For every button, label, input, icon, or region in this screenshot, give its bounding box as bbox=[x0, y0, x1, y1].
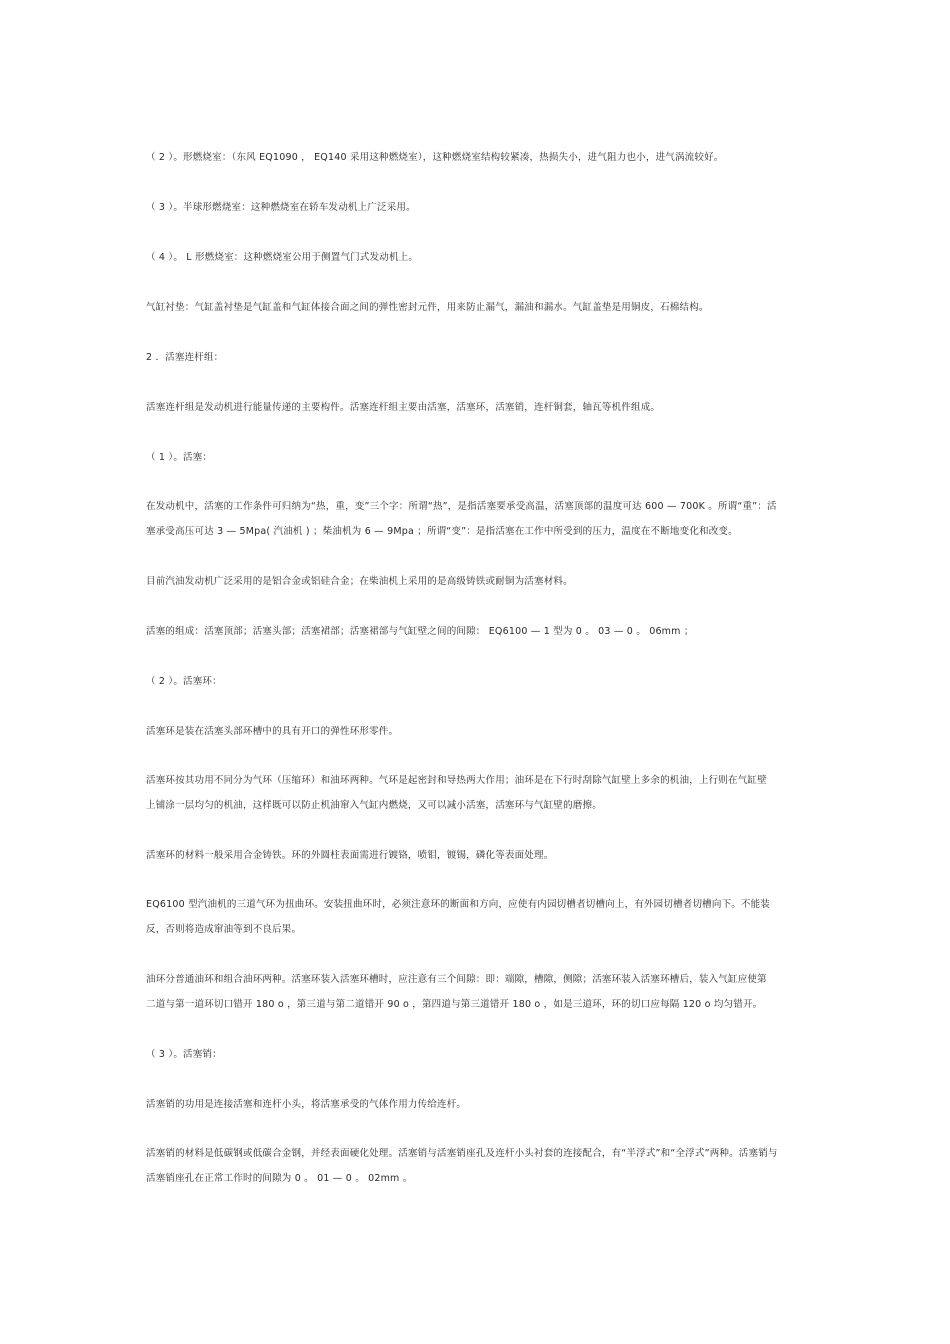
section-heading: 2 ．活塞连杆组： bbox=[146, 352, 224, 363]
text-line: 目前汽油发动机广泛采用的是铝合金或铝硅合金；在柴油机上采用的是高级铸铁或耐铜为活塞材料。 bbox=[146, 576, 573, 587]
text-line: 塞承受高压可达 3 — 5Mpa( 汽油机 ) ；柴油机为 6 — 9Mpa ；所谓“变”：是指活塞在工作中所受到的压力，温度在不断地变化和改变。 bbox=[146, 526, 738, 537]
text-line: 气缸衬垫：气缸盖衬垫是气缸盖和气缸体接合面之间的弹性密封元件，用来防止漏气，漏油和漏水。气缸盖垫是用铜皮，石棉结构。 bbox=[146, 302, 709, 313]
text-line: 活塞的组成：活塞顶部；活塞头部；活塞裙部；活塞裙部与气缸壁之间的间隙： EQ6100 — 1 型为 0 。 03 — 0 。 06mm ； bbox=[146, 626, 694, 637]
text-line: （ 2 ）。形燃烧室：（东风 EQ1090 ， EQ140 采用这种燃烧室），这种燃烧室结构较紧凑，热损失小，进气阻力也小，进气涡流较好。 bbox=[146, 152, 724, 163]
text-line: EQ6100 型汽油机的三道气环为扭曲环。安装扭曲环时，必须注意环的断面和方向，应使有内园切槽者切槽向上，有外园切槽者切槽向下。不能装 bbox=[146, 899, 771, 910]
text-line: 二道与第一道环切口错开 180 o ，第三道与第二道错开 90 o ，第四道与第三道错开 180 o ，如是三道环，环的切口应每隔 120 o 均匀错开。 bbox=[146, 999, 763, 1010]
subsection-heading: （ 1 ）。活塞： bbox=[146, 452, 213, 463]
text-line: （ 3 ）。半球形燃烧室：这种燃烧室在轿车发动机上广泛采用。 bbox=[146, 202, 416, 213]
subsection-heading: （ 3 ）。活塞销： bbox=[146, 1049, 222, 1060]
text-line: 在发动机中，活塞的工作条件可归纳为“热，重，变”三个字：所谓“热”，是指活塞要承受高温，活塞顶部的温度可达 600 — 700K 。所谓“重”：活 bbox=[146, 501, 777, 512]
text-line: 活塞环按其功用不同分为气环（压缩环）和油环两种。气环是起密封和导热两大作用；油环是在下行时刮除气缸壁上多余的机油，上行则在气缸壁 bbox=[146, 775, 767, 786]
text-line: 活塞环的材料一般采用合金铸铁。环的外圆柱表面需进行镀铬，喷钼，镀锡，磷化等表面处理。 bbox=[146, 850, 554, 861]
text-line: 活塞环是装在活塞头部环槽中的具有开口的弹性环形零件。 bbox=[146, 726, 399, 737]
text-line: 活塞销的功用是连接活塞和连杆小头，将活塞承受的气体作用力传给连杆。 bbox=[146, 1099, 467, 1110]
text-line: 活塞销座孔在正常工作时的间隙为 0 。 01 — 0 。 02mm 。 bbox=[146, 1173, 413, 1184]
text-line: 反，否则将造成窜油等到不良后果。 bbox=[146, 924, 302, 935]
text-line: （ 4 ）。 L 形燃烧室：这种燃烧室公用于侧置气门式发动机上。 bbox=[146, 252, 419, 263]
subsection-heading: （ 2 ）。活塞环： bbox=[146, 676, 222, 687]
text-line: 活塞销的材料是低碳钢或低碳合金钢，并经表面硬化处理。活塞销与活塞销座孔及连杆小头衬套的连接配合，有“半浮式”和“全浮式”两种。活塞销与 bbox=[146, 1148, 778, 1159]
text-line: 上铺涂一层均匀的机油，这样既可以防止机油窜入气缸内燃烧，又可以减小活塞，活塞环与气缸壁的磨擦。 bbox=[146, 800, 602, 811]
text-line: 油环分普通油环和组合油环两种。活塞环装入活塞环槽时，应注意有三个间隙：即：端隙，槽隙，侧隙；活塞环装入活塞环槽后，装入气缸应使第 bbox=[146, 974, 767, 985]
text-line: 活塞连杆组是发动机进行能量传递的主要构件。活塞连杆组主要由活塞，活塞环，活塞销，连杆铜套，轴瓦等机件组成。 bbox=[146, 402, 661, 413]
